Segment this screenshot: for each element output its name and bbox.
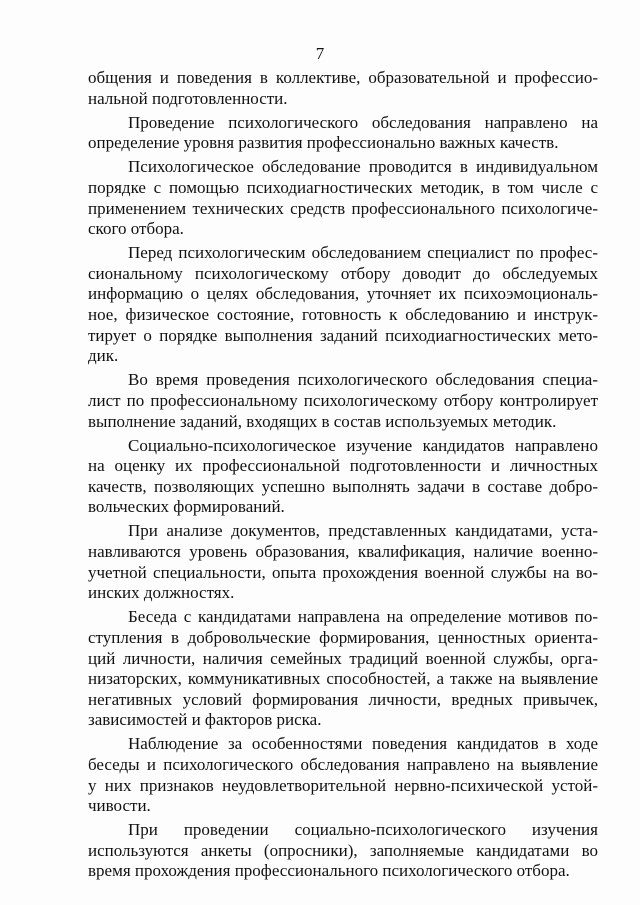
text-line: беседы и психологического обследования направлено на выявление bbox=[88, 755, 598, 774]
page-number: 7 bbox=[315, 44, 325, 63]
text-line: Беседа с кандидатами направлена на определение мотивов по- bbox=[128, 607, 598, 627]
text-line: Социально-психологическое изучение кандидатов направлено bbox=[128, 435, 598, 455]
text-line: время прохождения профессионального психологического отбора. bbox=[88, 861, 570, 881]
paragraph bbox=[88, 521, 598, 603]
paragraph bbox=[88, 113, 598, 154]
paragraph bbox=[88, 607, 598, 731]
text-line: Во время проведения психологического обследования специа- bbox=[128, 370, 598, 390]
text-line: нальной подготовленности. bbox=[88, 88, 288, 108]
text-line: ное, физическое состояние, готовность к обследованию и инструк- bbox=[88, 305, 598, 325]
paragraph bbox=[88, 370, 598, 432]
text-line: сиональному психологическому отбору доводит до обследуемых bbox=[88, 263, 598, 283]
body-text bbox=[88, 68, 598, 882]
paragraph bbox=[88, 436, 598, 518]
paragraph bbox=[88, 243, 598, 367]
text-line: дик. bbox=[88, 346, 119, 366]
text-line: чивости. bbox=[88, 796, 151, 816]
text-line: применением технических средств профессионального психологиче- bbox=[88, 198, 598, 218]
text-line: у них признаков неудовлетворительной нервно-психической устой- bbox=[88, 775, 598, 795]
word: проведении bbox=[183, 820, 269, 840]
text-line: на оценку их профессиональной подготовленности и личностных bbox=[88, 456, 598, 476]
text-line: учетной специальности, опыта прохождения военной службы на во- bbox=[88, 562, 598, 582]
paragraph bbox=[88, 734, 598, 816]
text-line: общения и поведения в коллективе, образовательной и профессио- bbox=[88, 68, 598, 87]
paragraph bbox=[88, 68, 598, 109]
paragraph bbox=[88, 820, 598, 882]
text-line: определение уровня развития профессионально важных качеств. bbox=[88, 133, 559, 153]
text-line: тирует о порядке выполнения заданий психодиагностических мето- bbox=[88, 325, 598, 345]
text-line: Психологическое обследование проводится в индивидуальном bbox=[128, 157, 598, 177]
text-line: используются анкеты (опросники), заполняемые кандидатами во bbox=[88, 840, 598, 860]
word: социально-психологического bbox=[294, 820, 506, 840]
text-line: негативных условий формирования личности, вредных привычек, bbox=[88, 689, 598, 709]
text-line: Перед психологическим обследованием специалист по профес- bbox=[128, 243, 598, 263]
text-line: Проведение психологического обследования направлено на bbox=[128, 112, 598, 132]
text-line: зависимостей и факторов риска. bbox=[88, 710, 322, 730]
word: изучения bbox=[531, 820, 598, 840]
paragraph bbox=[88, 157, 598, 239]
text-line: качеств, позволяющих успешно выполнять задачи в составе добро- bbox=[88, 476, 598, 496]
text-line: ского отбора. bbox=[88, 219, 184, 239]
word: При bbox=[128, 820, 158, 840]
text-line: Наблюдение за особенностями поведения кандидатов в ходе bbox=[128, 734, 598, 754]
text-line: инских должностях. bbox=[88, 583, 235, 603]
text-line: навливаются уровень образования, квалификация, наличие военно- bbox=[88, 542, 598, 562]
text-line: выполнение заданий, входящих в состав используемых методик. bbox=[88, 411, 557, 431]
text-line: вольческих формирований. bbox=[88, 497, 285, 517]
text-line: лист по профессиональному психологическому отбору контролирует bbox=[88, 390, 598, 410]
text-line: ступления в добровольческие формирования, ценностных ориента- bbox=[88, 627, 598, 647]
text-line: При анализе документов, представленных кандидатами, уста- bbox=[128, 521, 598, 541]
text-line bbox=[88, 820, 598, 841]
text-line: информацию о целях обследования, уточняет их психоэмоциональ- bbox=[88, 284, 598, 304]
text-line: ций личности, наличия семейных традиций военной службы, орга- bbox=[88, 648, 598, 668]
text-line: низаторских, коммуникативных способностей, а также на выявление bbox=[88, 669, 598, 689]
text-line: порядке с помощью психодиагностических методик, в том числе с bbox=[88, 177, 598, 197]
